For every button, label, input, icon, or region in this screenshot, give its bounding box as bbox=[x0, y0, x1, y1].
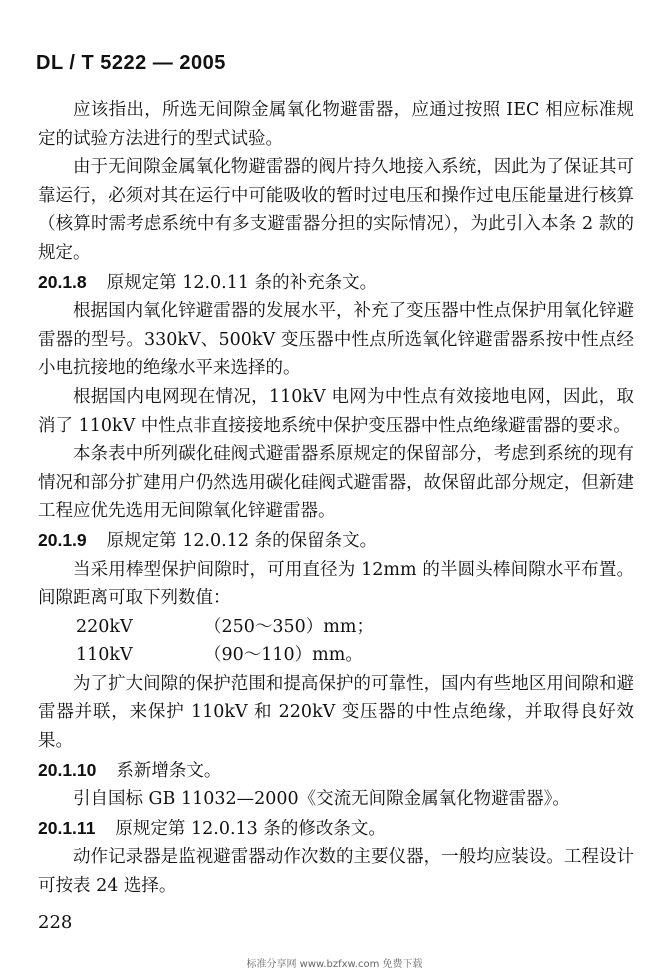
document-code-header: DL / T 5222 — 2005 bbox=[36, 52, 226, 74]
paragraph: 应该指出，所选无间隙金属氧化物避雷器，应通过按照 IEC 相应标准规定的试验方法进行的型式试验。 bbox=[38, 100, 634, 149]
paragraph: 引自国标 GB 11032—2000《交流无间隙金属氧化物避雷器》。 bbox=[73, 789, 570, 810]
section-number: 20.1.8 bbox=[38, 271, 87, 292]
section-text: 系新增条文。 bbox=[116, 760, 222, 781]
section-number: 20.1.9 bbox=[38, 529, 87, 550]
paragraph: 由于无间隙金属氧化物避雷器的阀片持久地接入系统，因此为了保证其可靠运行，必须对其在运行中可能吸收的暂时过电压和操作过电压能量进行核算（核算时需考虑系统中有多支避雷器分担的实际情况），为此引入本条 2 款的规定。 bbox=[38, 157, 634, 263]
gap-range: （90～110）mm。 bbox=[204, 645, 363, 666]
paragraph: 根据国内氧化锌避雷器的发展水平，补充了变压器中性点保护用氧化锌避雷器的型号。330kV、500kV 变压器中性点所选氧化锌避雷器系按中性点经小电抗接地的绝缘水平来选择的。 bbox=[38, 301, 634, 379]
gap-value-row bbox=[38, 613, 634, 642]
watermark-text: 标准分享网 www.bzfxw.com 免费下载 bbox=[246, 959, 423, 970]
paragraph: 根据国内电网现在情况，110kV 电网为中性点有效接地电网，因此，取消了 110kV 中性点非直接接地系统中保护变压器中性点绝缘避雷器的要求。 bbox=[38, 386, 634, 436]
section-text: 原规定第 12.0.11 条的补充条文。 bbox=[106, 272, 378, 293]
gap-voltage: 110kV bbox=[76, 645, 133, 666]
section-number: 20.1.11 bbox=[38, 817, 96, 838]
section-heading bbox=[38, 526, 634, 556]
gap-voltage: 220kV bbox=[76, 616, 133, 637]
paragraph: 动作记录器是监视避雷器动作次数的主要仪器，一般均应装设。工程设计可按表 24 选择。 bbox=[38, 847, 634, 897]
paragraph: 当采用棒型保护间隙时，可用直径为 12mm 的半圆头棒间隙水平布置。间隙距离可取下列数值： bbox=[38, 559, 634, 609]
gap-range: （250～350）mm； bbox=[204, 616, 374, 637]
gap-value-row bbox=[38, 641, 634, 670]
section-number: 20.1.10 bbox=[38, 759, 97, 780]
paragraph: 本条表中所列碳化硅阀式避雷器系原规定的保留部分，考虑到系统的现有情况和部分扩建用户仍然选用碳化硅阀式避雷器，故保留此部分规定，但新建工程应优先选用无间隙氧化锌避雷器。 bbox=[38, 444, 634, 522]
paragraph: 为了扩大间隙的保护范围和提高保护的可靠性，国内有些地区用间隙和避雷器并联，来保护 110kV 和 220kV 变压器的中性点绝缘，并取得良好效果。 bbox=[38, 673, 634, 752]
document-body bbox=[38, 96, 634, 901]
page-number: 228 bbox=[38, 912, 73, 933]
section-heading bbox=[38, 756, 634, 786]
section-text: 原规定第 12.0.13 条的修改条文。 bbox=[115, 818, 386, 839]
section-heading bbox=[38, 814, 634, 844]
section-text: 原规定第 12.0.12 条的保留条文。 bbox=[106, 530, 378, 551]
section-heading bbox=[38, 268, 634, 298]
